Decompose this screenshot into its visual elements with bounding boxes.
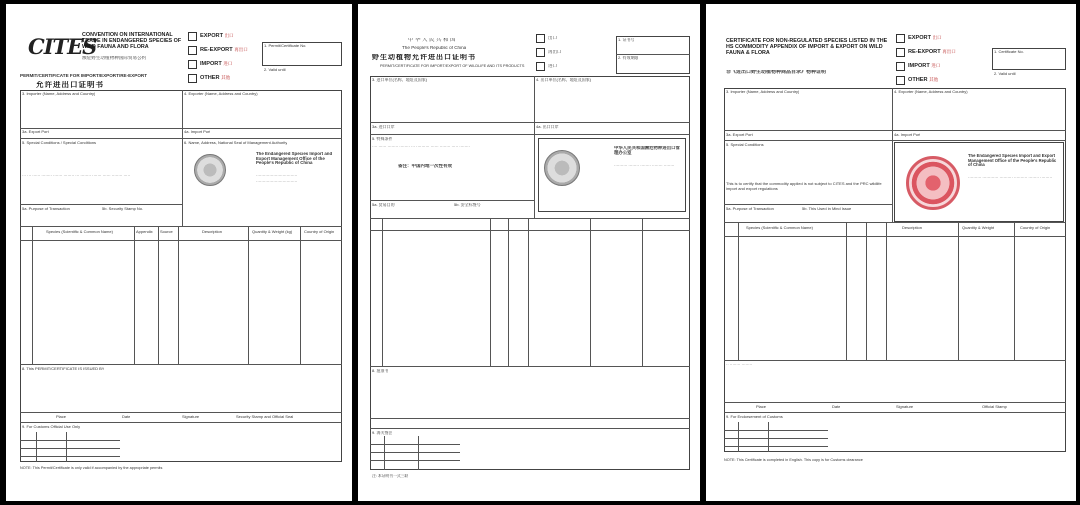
import-port-field: 4a. Import Port: [184, 130, 211, 134]
doc1-note: NOTE: This Permit/Certificate is only valid if accompanied by the appropriate permits: [20, 466, 163, 470]
doc3-other-label: OTHER 其他: [908, 77, 939, 83]
doc2-authority: 中华人民共和国濒危物种进出口管理办公室: [614, 146, 680, 155]
doc2-remark: 备注：中国内地一次性有效: [398, 164, 452, 168]
doc3-date: Date: [832, 405, 841, 409]
import-label: IMPORT 进口: [200, 61, 233, 67]
export-checkbox: [188, 32, 197, 41]
doc2-checkbox-1-label: 出口: [548, 36, 557, 40]
permit-number-field: 1. Permit/Certificate No.: [264, 44, 307, 48]
doc3-signature: Signature: [896, 405, 914, 409]
doc2-emblem-icon: [544, 150, 580, 186]
place-field: Place: [56, 415, 67, 419]
doc3-importer: 3. Importer (Name, Address and Country): [726, 90, 800, 94]
doc3-col-origin: Country of Origin: [1020, 226, 1051, 230]
doc3-place: Place: [756, 405, 767, 409]
doc3-valid: 2. Valid until: [994, 72, 1016, 76]
doc2-customs: 9. 海关签注: [372, 431, 393, 435]
doc3-export-label: EXPORT 出口: [908, 35, 942, 41]
special-conditions-field: 5. Special Conditions / Special Conditions: [22, 141, 97, 145]
doc2-header-en: The People's Republic of China: [402, 46, 467, 50]
doc3-statement: This is to certify that the commodity applied is not subject to CITES and the PRC wildlife import and export regulations: [726, 182, 882, 191]
col-origin: Country of Origin: [304, 230, 335, 234]
doc2-checkbox-2-label: 再出口: [548, 50, 562, 54]
doc3-import-checkbox: [896, 62, 905, 71]
export-port-field: 3a. Export Port: [22, 130, 49, 134]
other-label: OTHER 其他: [200, 75, 231, 81]
doc1-form-frame: [20, 90, 342, 462]
doc1-permit-cn: 允许进出口证明书: [36, 81, 104, 89]
doc3-note: NOTE: This Certificate is completed in English. This copy is for Customs clearance: [724, 458, 863, 462]
doc2-field2: 2. 有效期限: [618, 56, 639, 60]
doc3-title-cn: 非《进出口野生动植物种商品目录》物种证明: [726, 70, 827, 75]
importer-field: 3. Importer (Name, Address and Country): [22, 92, 96, 96]
security-stamp-field: 5b. Security Stamp No.: [102, 207, 144, 211]
doc1-title-cn: 濒危野生动植物种国际贸易公约: [82, 56, 147, 60]
exporter-field: 4. Exporter (Name, Address and Country): [184, 92, 258, 96]
doc2-checkbox-1: [536, 34, 545, 43]
doc2-field5: 5. 特殊条件: [372, 137, 393, 141]
doc2-purpose: 5a. 贸易目的: [372, 203, 395, 207]
doc3-cert-no: 1. Certificate No.: [994, 50, 1024, 54]
col-quantity: Quantity & Weight (kg): [252, 230, 293, 234]
doc3-customs: 9. For Endorsement of Customs: [726, 415, 783, 419]
china-wildlife-permit-document: 中华人民共和国 The People's Republic of China 野生动植物允许进出口证明书 PERMIT/CERTIFICATE FOR IMPORT/EXPORT OF WILDLIFE AND ITS PRODUCTS 出口 再出口 进口 1. 证书号 2. 有效期限 3. 进口单位(名称、地址及国家) 4. 出口单位(名称、地址及国家) 3a. 进口口岸 4a. 出口口岸 5. 特殊条件 ···· ······ ········ ········ ··· ·········· ······ ········ ····· ········ 备注：中国内地一次性有效 中华人民共和国濒危物种进出口管理办公室 ·········· ········ ········ ········ ········ 5a. 贸易目的 5b. 安全标签号 8. 批准书 9. 海关签注 注: 本证明书一式三联: [358, 4, 700, 501]
doc3-port4: 4a. Import Port: [894, 133, 921, 137]
doc3-port3: 3a. Export Port: [726, 133, 753, 137]
doc3-title-en: CERTIFICATE FOR NON-REGULATED SPECIES LISTED IN THE HS COMMODITY APPENDIX OF IMPORT & EXPORT ON WILD FAUNA & FLORA: [726, 38, 888, 57]
doc2-checkbox-3: [536, 62, 545, 71]
doc2-port3: 3a. 进口口岸: [372, 125, 395, 129]
doc2-stamp-no: 5b. 安全标签号: [454, 203, 481, 207]
col-source: Source: [160, 230, 173, 234]
stamp-field: Security Stamp and Official Seal: [236, 415, 294, 419]
cites-logo: CITES: [28, 34, 97, 59]
doc3-exporter: 4. Exporter (Name, Address and Country): [894, 90, 968, 94]
reexport-checkbox: [188, 46, 197, 55]
col-description: Description: [202, 230, 223, 234]
doc2-port4: 4a. 出口口岸: [536, 125, 559, 129]
customs-field: 9. For Customs Official Use Only: [22, 425, 81, 429]
doc3-special: 5. Special Conditions: [726, 143, 764, 147]
doc3-used: 5b. This Used in Mind Issue: [802, 207, 852, 211]
valid-until-field: 2. Valid until: [264, 68, 286, 72]
import-checkbox: [188, 60, 197, 69]
doc3-red-seal-icon: [906, 156, 960, 210]
remark-field: 8. This PERMIT/CERTIFICATE IS ISSUED BY: [22, 367, 105, 371]
doc3-col-desc: Description: [902, 226, 923, 230]
doc2-field8: 8. 批准书: [372, 369, 389, 373]
authority-field: 6. Name, Address, National Seal of Management Authority: [184, 141, 288, 145]
doc3-col-species: Species (Scientific & Common Name): [746, 226, 813, 230]
china-national-emblem-icon: [194, 154, 226, 186]
doc2-header-cn: 中华人民共和国: [408, 38, 458, 43]
doc2-bottom-note: 注: 本证明书一式三联: [372, 474, 409, 478]
col-species: Species (Scientific & Common Name): [46, 230, 113, 234]
doc3-reexport-label: RE-EXPORT 再出口: [908, 49, 956, 55]
doc2-title-cn: 野生动植物允许进出口证明书: [372, 54, 476, 61]
signature-field: Signature: [182, 415, 200, 419]
cites-permit-document: CITES CONVENTION ON INTERNATIONAL TRADE IN ENDANGERED SPECIES OF WILD FAUNA AND FLORA 濒危野生动植物种国际贸易公约 PERMIT/CERTIFICATE FOR IMPORT/EXPORT/RE-EXPORT 允许进出口证明书 EXPORT 出口 RE-EXPORT 再出口 IMPORT 进口 OTHER 其他 1. Permit/Certificate No. 2. Valid until 3. Importer (Name, Address and Country) 4. Exporter (Name, Address and Country) 3a. Export Port 4a. Import Port 5. Special Conditions / Special Conditions 6. Name, Address, National Seal of Management Authority The Endangered Species Import and Export Management Office of the People's Republic of China ······························· ······························· ··· ··· ······ ········ ······· ········ ··· ········ ······· ······ ········ ····· 5a. Purpose of Transaction 5b. Security Stamp No. Species (Scientific & Common Name) Appendix Source Description Quantity & Weight (kg) Country of Origin 8. This PERMIT/CERTIFICATE IS ISSUED BY Place Date Signature Security Stamp and Official Seal 9. For Customs Official Use Only NOTE: This Permit/Certificate is only valid if accompanied by the appropriate permits: [6, 4, 352, 501]
export-label: EXPORT 出口: [200, 33, 234, 39]
doc3-col-qty: Quantity & Weight: [962, 226, 995, 230]
doc2-field3: 3. 进口单位(名称、地址及国家): [372, 78, 428, 82]
doc2-checkbox-2: [536, 48, 545, 57]
doc3-reexport-checkbox: [896, 48, 905, 57]
doc2-title-en: PERMIT/CERTIFICATE FOR IMPORT/EXPORT OF WILDLIFE AND ITS PRODUCTS: [380, 64, 525, 68]
doc2-checkbox-3-label: 进口: [548, 64, 557, 68]
date-field: Date: [122, 415, 131, 419]
doc3-purpose: 5a. Purpose of Transaction: [726, 207, 774, 211]
doc1-title-en: CONVENTION ON INTERNATIONAL TRADE IN ENDANGERED SPECIES OF WILD FAUNA AND FLORA: [82, 32, 182, 51]
doc3-seal: Official Stamp: [982, 405, 1007, 409]
doc3-export-checkbox: [896, 34, 905, 43]
doc3-authority: The Endangered Species Import and Export Management Office of the People's Republic of China: [968, 154, 1057, 168]
doc2-field4: 4. 出口单位(名称、地址及国家): [536, 78, 592, 82]
doc1-permit-label: PERMIT/CERTIFICATE FOR IMPORT/EXPORT/RE-EXPORT: [20, 74, 148, 78]
purpose-field: 5a. Purpose of Transaction: [22, 207, 70, 211]
col-appendix: Appendix: [136, 230, 153, 234]
other-checkbox: [188, 74, 197, 83]
doc3-other-checkbox: [896, 76, 905, 85]
authority-name: The Endangered Species Import and Export Management Office of the People's Republic of China: [256, 152, 333, 166]
doc2-field1: 1. 证书号: [618, 38, 635, 42]
non-regulated-species-certificate: CERTIFICATE FOR NON-REGULATED SPECIES LISTED IN THE HS COMMODITY APPENDIX OF IMPORT & EXPORT ON WILD FAUNA & FLORA 非《进出口野生动植物种商品目录》物种证明 EXPORT 出口 RE-EXPORT 再出口 IMPORT 进口 OTHER 其他 1. Certificate No. 2. Valid until 3. Importer (Name, Address and Country) 4. Exporter (Name, Address and Country) 3a. Export Port 4a. Import Port 5. Special Conditions The Endangered Species Import and Export Management Office of the People's Republic of China ·········· ············ ·········· ·········· ········ ········· This is to certify that the commodity applied is not subject to CITES and the PRC wildlife import and export regulations 5a. Purpose of Transaction 5b. This Used in Mind Issue Species (Scientific & Common Name) Description Quantity & Weight Country of Origin ·· ········ ········ Place Date Signature Official Stamp 9. For Endorsement of Customs NOTE: This Certificate is completed in English. This copy is for Customs clearance: [706, 4, 1076, 501]
reexport-label: RE-EXPORT 再出口: [200, 47, 248, 53]
doc3-import-label: IMPORT 进口: [908, 63, 941, 69]
